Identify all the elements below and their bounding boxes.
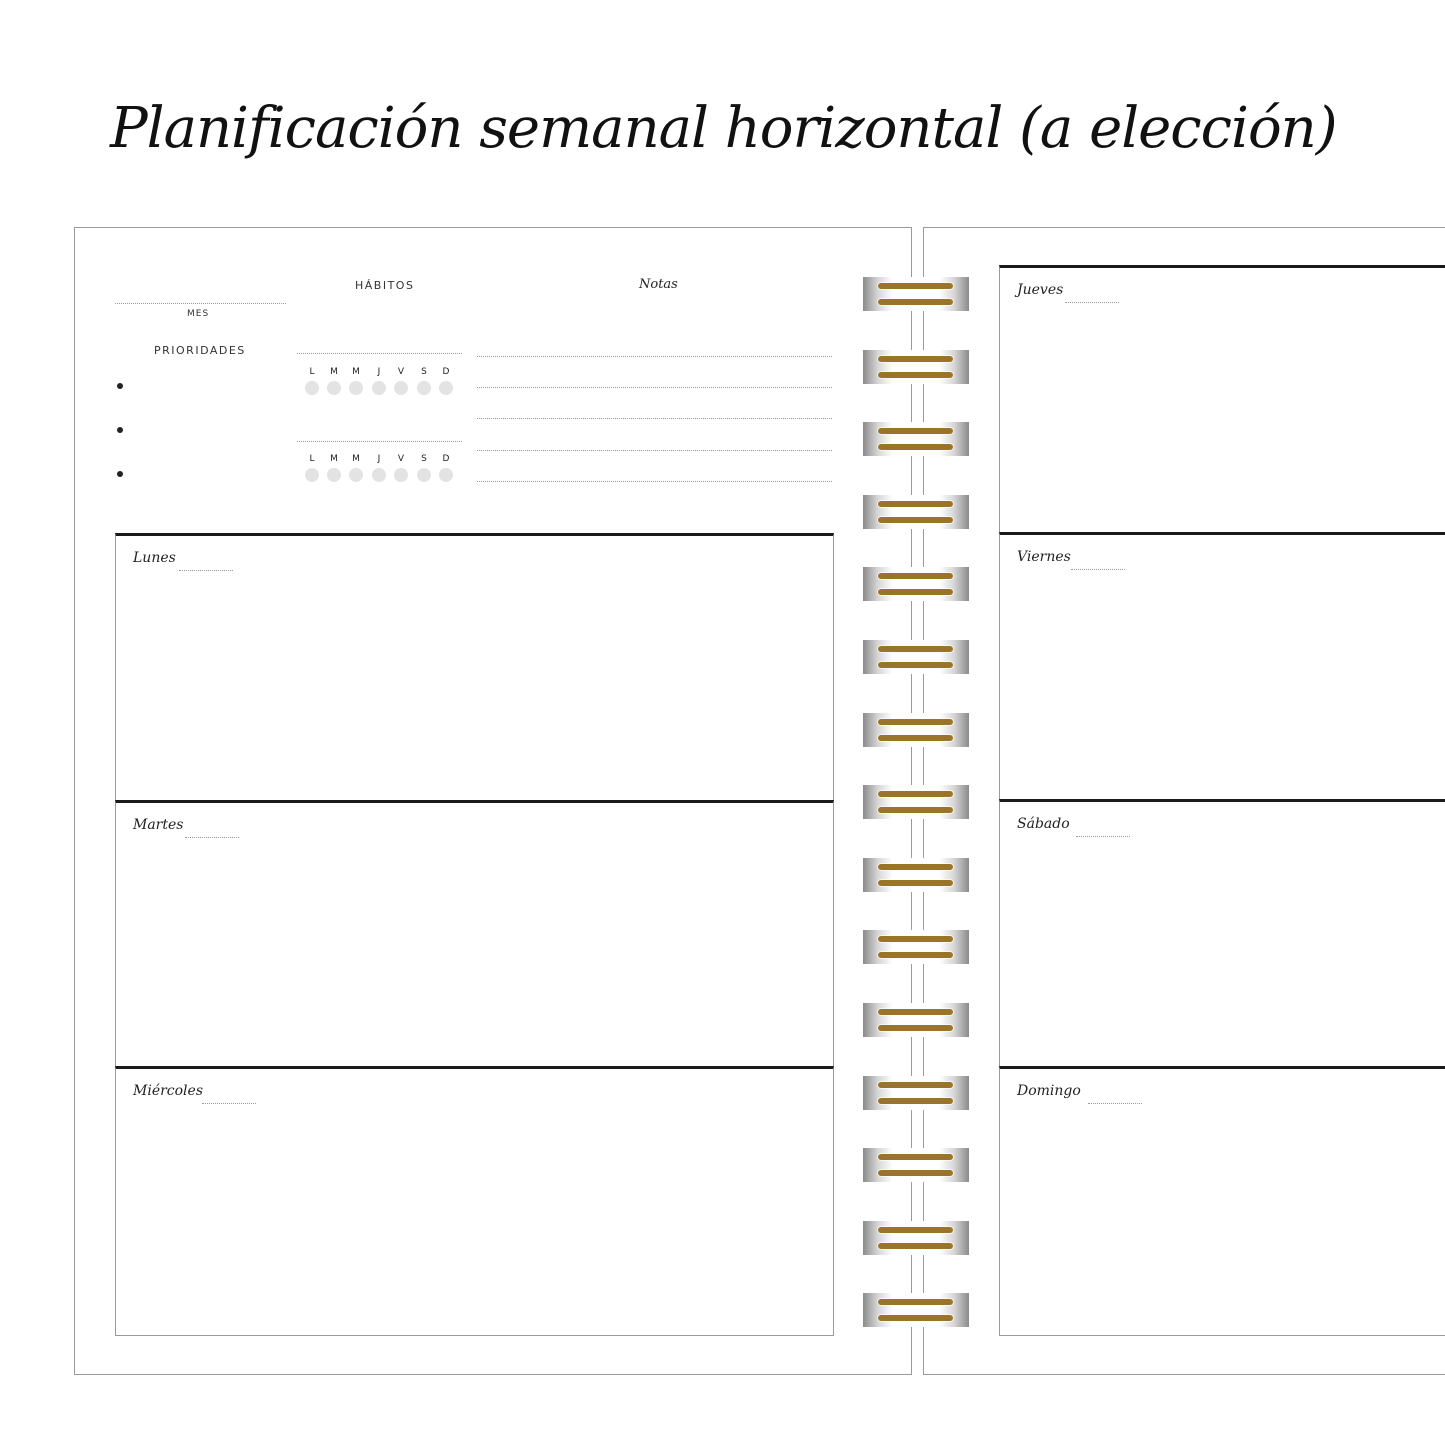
- spiral-ring: [863, 640, 969, 674]
- habit-check-circle[interactable]: [417, 381, 431, 395]
- habit-check-circle[interactable]: [349, 468, 363, 482]
- habit-day-letter: L: [309, 454, 315, 464]
- month-label: MES: [187, 309, 210, 319]
- priority-bullet-1: [117, 383, 123, 389]
- spiral-ring: [863, 1076, 969, 1110]
- spiral-ring: [863, 277, 969, 311]
- spiral-wire: [878, 1082, 953, 1088]
- spiral-wire: [878, 356, 953, 362]
- spiral-ring: [863, 1293, 969, 1327]
- habit-2-name-line[interactable]: [297, 441, 462, 442]
- spiral-ring: [863, 858, 969, 892]
- spiral-wire: [878, 1299, 953, 1305]
- spiral-ring: [863, 495, 969, 529]
- notes-line[interactable]: [477, 418, 832, 419]
- spiral-wire: [878, 428, 953, 434]
- spiral-ring: [863, 1003, 969, 1037]
- day-label-saturday: Sábado: [1017, 816, 1070, 832]
- spiral-wire: [878, 952, 953, 958]
- spiral-ring: [863, 350, 969, 384]
- notes-line[interactable]: [477, 387, 832, 388]
- notes-line[interactable]: [477, 481, 832, 482]
- spiral-wire: [878, 936, 953, 942]
- spiral-wire: [878, 444, 953, 450]
- habit-day-letter: V: [397, 367, 405, 377]
- habit-day-letter: S: [421, 454, 427, 464]
- day-label-thursday: Jueves: [1017, 282, 1064, 298]
- ring-hole-plate: [863, 858, 969, 892]
- spiral-ring: [863, 1221, 969, 1255]
- habit-check-circle[interactable]: [372, 381, 386, 395]
- habit-check-circle[interactable]: [349, 381, 363, 395]
- spiral-ring: [863, 422, 969, 456]
- spiral-ring: [863, 1148, 969, 1182]
- date-field-line[interactable]: [179, 570, 233, 571]
- day-box-friday[interactable]: [999, 532, 1445, 801]
- spiral-wire: [878, 517, 953, 523]
- day-box-wednesday[interactable]: [115, 1066, 834, 1336]
- habit-check-circle[interactable]: [327, 381, 341, 395]
- day-box-sunday[interactable]: [999, 1066, 1445, 1336]
- day-box-thursday[interactable]: [999, 265, 1445, 534]
- page-title: Planificación semanal horizontal (a elección): [110, 96, 1337, 161]
- date-field-line[interactable]: [1076, 836, 1130, 837]
- habit-check-circle[interactable]: [305, 381, 319, 395]
- priority-bullet-3: [117, 471, 123, 477]
- spiral-wire: [878, 283, 953, 289]
- spiral-wire: [878, 646, 953, 652]
- date-field-line[interactable]: [185, 837, 239, 838]
- date-field-line[interactable]: [1065, 302, 1119, 303]
- spiral-wire: [878, 807, 953, 813]
- spiral-wire: [878, 1098, 953, 1104]
- spiral-wire: [878, 1243, 953, 1249]
- spiral-ring: [863, 713, 969, 747]
- habits-label: HÁBITOS: [355, 279, 415, 292]
- spiral-wire: [878, 1170, 953, 1176]
- day-label-sunday: Domingo: [1017, 1083, 1081, 1099]
- month-field-line[interactable]: [115, 303, 286, 304]
- day-label-monday: Lunes: [133, 550, 176, 566]
- habit-day-letter: L: [309, 367, 315, 377]
- habit-day-letter: V: [397, 454, 405, 464]
- notes-line[interactable]: [477, 450, 832, 451]
- habit-day-letter: M: [352, 367, 360, 377]
- ring-hole-plate: [863, 495, 969, 529]
- spiral-wire: [878, 299, 953, 305]
- planner-left-page: [74, 227, 912, 1375]
- ring-hole-plate: [863, 1076, 969, 1110]
- spiral-wire: [878, 589, 953, 595]
- spiral-wire: [878, 864, 953, 870]
- spiral-wire: [878, 1154, 953, 1160]
- planner-right-page: [923, 227, 1445, 1375]
- spiral-wire: [878, 573, 953, 579]
- day-label-wednesday: Miércoles: [133, 1083, 204, 1099]
- spiral-wire: [878, 662, 953, 668]
- habit-check-circle[interactable]: [417, 468, 431, 482]
- spiral-wire: [878, 372, 953, 378]
- spiral-wire: [878, 1009, 953, 1015]
- ring-hole-plate: [863, 713, 969, 747]
- day-box-saturday[interactable]: [999, 799, 1445, 1068]
- spiral-wire: [878, 791, 953, 797]
- spiral-wire: [878, 880, 953, 886]
- habit-day-letter: M: [352, 454, 360, 464]
- habit-day-letter: D: [442, 454, 450, 464]
- priority-bullet-2: [117, 427, 123, 433]
- date-field-line[interactable]: [1071, 569, 1125, 570]
- habit-day-letter: J: [377, 367, 381, 377]
- spiral-wire: [878, 1025, 953, 1031]
- notes-line[interactable]: [477, 356, 832, 357]
- spiral-wire: [878, 1227, 953, 1233]
- spiral-ring: [863, 930, 969, 964]
- date-field-line[interactable]: [1088, 1103, 1142, 1104]
- habit-day-letter: D: [442, 367, 450, 377]
- spiral-ring: [863, 567, 969, 601]
- priorities-label: PRIORIDADES: [154, 344, 246, 357]
- day-box-monday[interactable]: [115, 533, 834, 802]
- spiral-wire: [878, 1315, 953, 1321]
- notes-label: Notas: [639, 277, 678, 292]
- habit-day-letter: M: [330, 367, 338, 377]
- habit-check-circle[interactable]: [327, 468, 341, 482]
- habit-check-circle[interactable]: [305, 468, 319, 482]
- habit-check-circle[interactable]: [394, 468, 408, 482]
- day-box-tuesday[interactable]: [115, 800, 834, 1068]
- habit-day-letter: M: [330, 454, 338, 464]
- ring-hole-plate: [863, 350, 969, 384]
- habit-day-letter: J: [377, 454, 381, 464]
- habit-check-circle[interactable]: [439, 381, 453, 395]
- date-field-line[interactable]: [202, 1103, 256, 1104]
- habit-check-circle[interactable]: [439, 468, 453, 482]
- spiral-wire: [878, 719, 953, 725]
- spiral-ring: [863, 785, 969, 819]
- ring-hole-plate: [863, 1221, 969, 1255]
- habit-check-circle[interactable]: [372, 468, 386, 482]
- day-label-friday: Viernes: [1017, 549, 1071, 565]
- habit-day-letter: S: [421, 367, 427, 377]
- spiral-wire: [878, 501, 953, 507]
- spiral-wire: [878, 735, 953, 741]
- habit-check-circle[interactable]: [394, 381, 408, 395]
- habit-1-name-line[interactable]: [297, 353, 462, 354]
- day-label-tuesday: Martes: [133, 817, 184, 833]
